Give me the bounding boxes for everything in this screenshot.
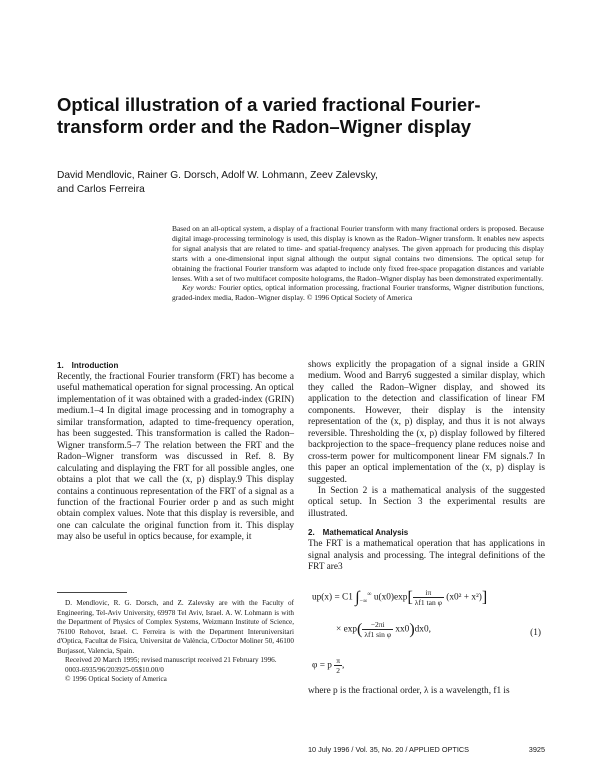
- right-column: [308, 360, 545, 697]
- math-paragraph-1: The FRT is a mathematical operation that has applications in signal analysis and processing. The integral definitions of the FRT are3: [308, 539, 545, 573]
- intro-paragraph-2: In Section 2 is a mathematical analysis of the suggested optical setup. In Section 3 the experimental results are illustrated.: [308, 485, 545, 519]
- equation-line-1: [312, 588, 487, 608]
- eq-fraction-3: [334, 655, 345, 675]
- equation-number: (1): [530, 627, 541, 638]
- math-paragraph-2: where p is the fractional order, λ is a wavelength, f1 is: [308, 685, 510, 696]
- integral-upper-limit: ∞: [367, 591, 372, 598]
- footnote-divider: [57, 592, 127, 593]
- equation-line-2: [336, 620, 541, 639]
- eq-term-2: xx0: [395, 624, 410, 635]
- abstract-text: Based on an all-optical system, a display of a fractional Fourier transform with many fractional orders is proposed. Because digital image-processing terminology is used, this display is known as the Radon–Wigner transform. It enables new aspects for signal analysis that are related to time- and spatial-frequency analyses. The given approach for producing this display starts with a one-dimensional input signal although the output signal contains two dimensions. The optical setup for obtaining the fractional Fourier transform was adapted to include only fixed free-space propagation distances and variable lenses. With a set of two multifacet composite holograms, the Radon–Wigner display has been demonstrated experimentally.: [172, 224, 544, 283]
- eq-numerator-3: π: [336, 655, 341, 665]
- eq-denominator-1: λf1 tan φ: [414, 597, 442, 607]
- eq-term-1: (x0² + x²): [446, 592, 482, 603]
- eq-denominator-3: 2: [336, 665, 340, 675]
- section-title: Introduction: [71, 361, 119, 370]
- intro-paragraph-1: Recently, the fractional Fourier transform (FRT) has become a useful mathematical operation for signal processing. An optical implementation of it was obtained with a graded-index (GRIN) medium.1–4 In digital image processing and in tomography a similar transformation, adapted to time-frequency operation, has been suggested. This transformation is called the Radon–Wigner transform.5–7 The relation between the FRT and the Radon–Wigner transform was discussed in Ref. 8. By calculating and displaying the FRT for all possible angles, one obtains a plot that we call the (x, p) display.9 This display contains a continuous representation of the FRT of a signal as a function of the fractional Fourier order p and as such might obtain complex values. Note that this display is reversible, and one can calculate the original function from it. This display may also be useful in optics because, for example, it: [57, 372, 294, 543]
- abstract: [172, 224, 544, 303]
- eq-integrand: u(x0)exp: [373, 592, 408, 603]
- section-heading-mathematical-analysis: [308, 527, 545, 538]
- author-affiliations: D. Mendlovic, R. G. Dorsch, and Z. Zalevsky are with the Faculty of Engineering, Tel-Aviv University, 69978 Tel Aviv, Israel. A. W. Lohmann is with the Department of Physics of Complex Systems, Weizmann Institute of Science, 76100 Rehovot, Israel. C. Ferreira is with the Department Interuniversitari d'Optica, Facultat de Fisica, Universitat de València, C/Doctor Moliner 50, 46100 Burjassot, Valencia, Spain.: [57, 599, 294, 655]
- section-heading-introduction: [57, 360, 294, 371]
- running-footer: [308, 745, 545, 755]
- bracket-open: [: [407, 588, 413, 606]
- eq-fraction-1: [413, 588, 444, 607]
- page-number: 3925: [528, 745, 545, 754]
- intro-paragraph-1-continued: shows explicitly the propagation of a signal inside a GRIN medium. Wood and Barry6 suggested a similar display, which they called the Radon–Wigner display, and showed its application to the detection and classification of linear FM components. However, their display is the intensity representation of the (x, p) display, and thus it is not always reversible. Thresholding the (x, p) display followed by filtered backprojection to the space–frequency plane reduces noise and cross-term power for multicomponent linear FM signals.7 In this paper an optical implementation of the (x, p) display is suggested.: [308, 360, 545, 485]
- eq-denominator-2: λf1 sin φ: [364, 629, 392, 639]
- section-number: 1.: [57, 361, 64, 370]
- equation-1: [308, 574, 545, 686]
- copyright-line: © 1996 Optical Society of America: [306, 293, 413, 303]
- eq-numerator-1: iπ: [413, 588, 444, 598]
- authors-line-2: and Carlos Ferreira: [57, 184, 145, 195]
- eq-lhs: up(x) = C1: [312, 592, 353, 603]
- footnote: [57, 599, 294, 685]
- authors-line-1: David Mendlovic, Rainer G. Dorsch, Adolf W. Lohmann, Zeev Zalevsky,: [57, 170, 378, 181]
- keywords-label: Key words:: [182, 283, 217, 293]
- section-title: Mathematical Analysis: [322, 528, 409, 538]
- article-code: 0003-6935/96/203925-05$10.00/0: [65, 665, 164, 674]
- paren-close: ): [409, 620, 415, 638]
- eq-numerator-2: −2πi: [362, 620, 393, 630]
- received-dates: Received 20 March 1995; revised manuscript received 21 February 1996.: [65, 656, 277, 665]
- section-number: 2.: [308, 528, 315, 538]
- left-column: [57, 360, 294, 544]
- equation-line-3: [312, 656, 344, 675]
- integral-lower-limit: −∞: [359, 598, 368, 605]
- keywords: [172, 283, 544, 303]
- footnote-copyright: © 1996 Optical Society of America: [65, 675, 167, 684]
- integral-sign: ∫: [355, 588, 360, 606]
- keywords-text: Fourier optics, optical information processing, fractional Fourier transforms, Wigner distribution functions, graded-index media, Radon–Wigner display.: [172, 283, 545, 303]
- paren-open: (: [357, 620, 363, 638]
- eq-phi-end: ,: [342, 660, 345, 671]
- journal-citation: 10 July 1996 / Vol. 35, No. 20 / APPLIED OPTICS: [308, 745, 470, 754]
- eq-tail: dx0,: [414, 624, 431, 635]
- paper-title: Optical illustration of a varied fractional Fourier-transform order and the Radon–Wigner display: [57, 94, 481, 137]
- bracket-close: ]: [481, 588, 488, 606]
- eq-times-exp: × exp: [336, 624, 357, 635]
- eq-fraction-2: [362, 620, 393, 639]
- author-list: [57, 169, 497, 197]
- eq-phi-lhs: φ = p: [312, 660, 332, 671]
